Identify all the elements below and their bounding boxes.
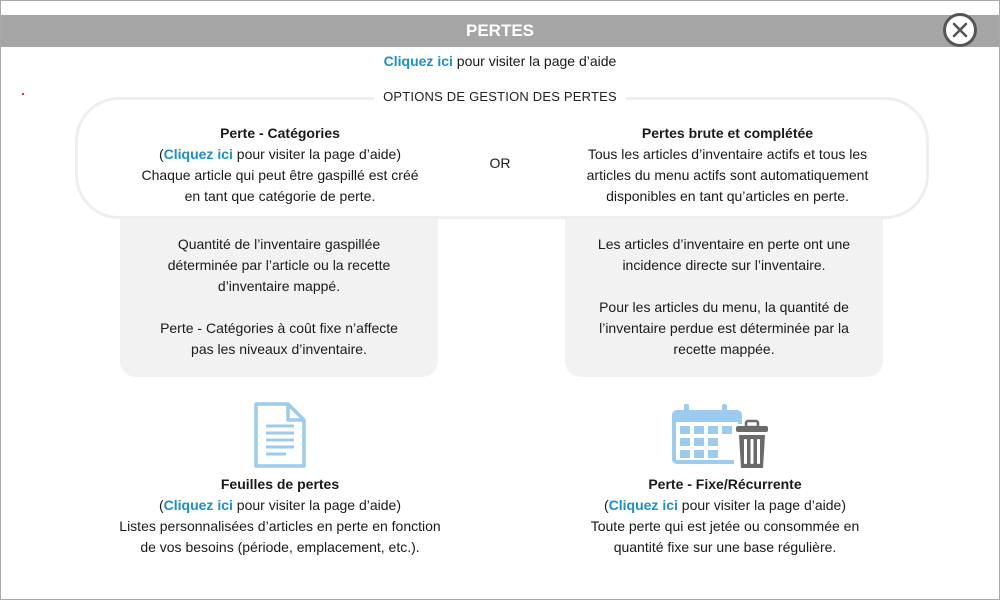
right-option-desc-2: articles du menu actifs sont automatiquement	[586, 167, 869, 183]
right-card-line: recette mappée.	[673, 341, 775, 357]
fixed-desc-2: quantité fixe sur une base régulière.	[613, 539, 837, 555]
left-option-desc-1: Chaque article qui peut être gaspillé est créé	[141, 167, 419, 183]
sheets-option	[90, 474, 470, 558]
right-option-desc-3: disponibles en tant qu’articles en perte.	[606, 188, 849, 204]
help-link[interactable]: Cliquez ici	[163, 146, 233, 162]
fixed-title: Perte - Fixe/Récurrente	[648, 476, 802, 492]
help-link[interactable]: Cliquez ici	[163, 497, 233, 513]
close-icon	[952, 22, 968, 38]
right-card-line: Les articles d’inventaire en perte ont une	[597, 236, 851, 252]
title-bar	[1, 15, 999, 47]
left-card-line: pas les niveaux d’inventaire.	[191, 341, 367, 357]
section-label: OPTIONS DE GESTION DES PERTES	[374, 88, 626, 106]
calendar-trash-icon	[672, 402, 772, 475]
right-card-line: l’inventaire perdue est déterminée par la	[599, 320, 849, 336]
right-option-title: Pertes brute et complétée	[641, 125, 814, 141]
help-link[interactable]: Cliquez ici	[383, 53, 453, 69]
document-icon	[252, 396, 310, 475]
left-card-line: d’inventaire mappé.	[217, 278, 341, 294]
sheets-title: Feuilles de pertes	[220, 476, 340, 492]
sheets-help: (Cliquez ici pour visiter la page d’aide)	[158, 497, 401, 513]
artifact-dot	[22, 93, 24, 95]
fixed-option	[540, 474, 910, 558]
fixed-help: (Cliquez ici pour visiter la page d’aide)	[603, 497, 846, 513]
left-option-help: (Cliquez ici pour visiter la page d’aide)	[158, 146, 401, 162]
left-option-title: Perte - Catégories	[220, 125, 340, 141]
right-card-text	[565, 234, 883, 360]
left-card-line: déterminée par l’article ou la recette	[167, 257, 391, 273]
help-line	[0, 53, 1000, 69]
right-option	[545, 123, 910, 207]
sheets-desc-2: de vos besoins (période, emplacement, etc.).	[140, 539, 420, 555]
help-text: pour visiter la page d’aide	[452, 53, 617, 69]
left-card-text	[120, 234, 438, 360]
right-option-desc-1: Tous les articles d’inventaire actifs et tous les	[587, 146, 868, 162]
left-card-line: Perte - Catégories à coût fixe n’affecte	[160, 320, 398, 336]
or-label: OR	[489, 155, 511, 171]
left-card-line: Quantité de l’inventaire gaspillée	[177, 236, 381, 252]
fixed-desc-1: Toute perte qui est jetée ou consommée en	[590, 518, 860, 534]
right-card-line: incidence directe sur l’inventaire.	[622, 257, 826, 273]
close-button[interactable]	[943, 13, 977, 47]
left-option-desc-2: en tant que catégorie de perte.	[184, 188, 376, 204]
left-option	[110, 123, 450, 207]
right-card-line: Pour les articles du menu, la quantité de	[599, 299, 849, 315]
sheets-desc-1: Listes personnalisées d’articles en perte en fonction	[119, 518, 441, 534]
page-title: PERTES	[465, 21, 535, 40]
help-link[interactable]: Cliquez ici	[608, 497, 678, 513]
